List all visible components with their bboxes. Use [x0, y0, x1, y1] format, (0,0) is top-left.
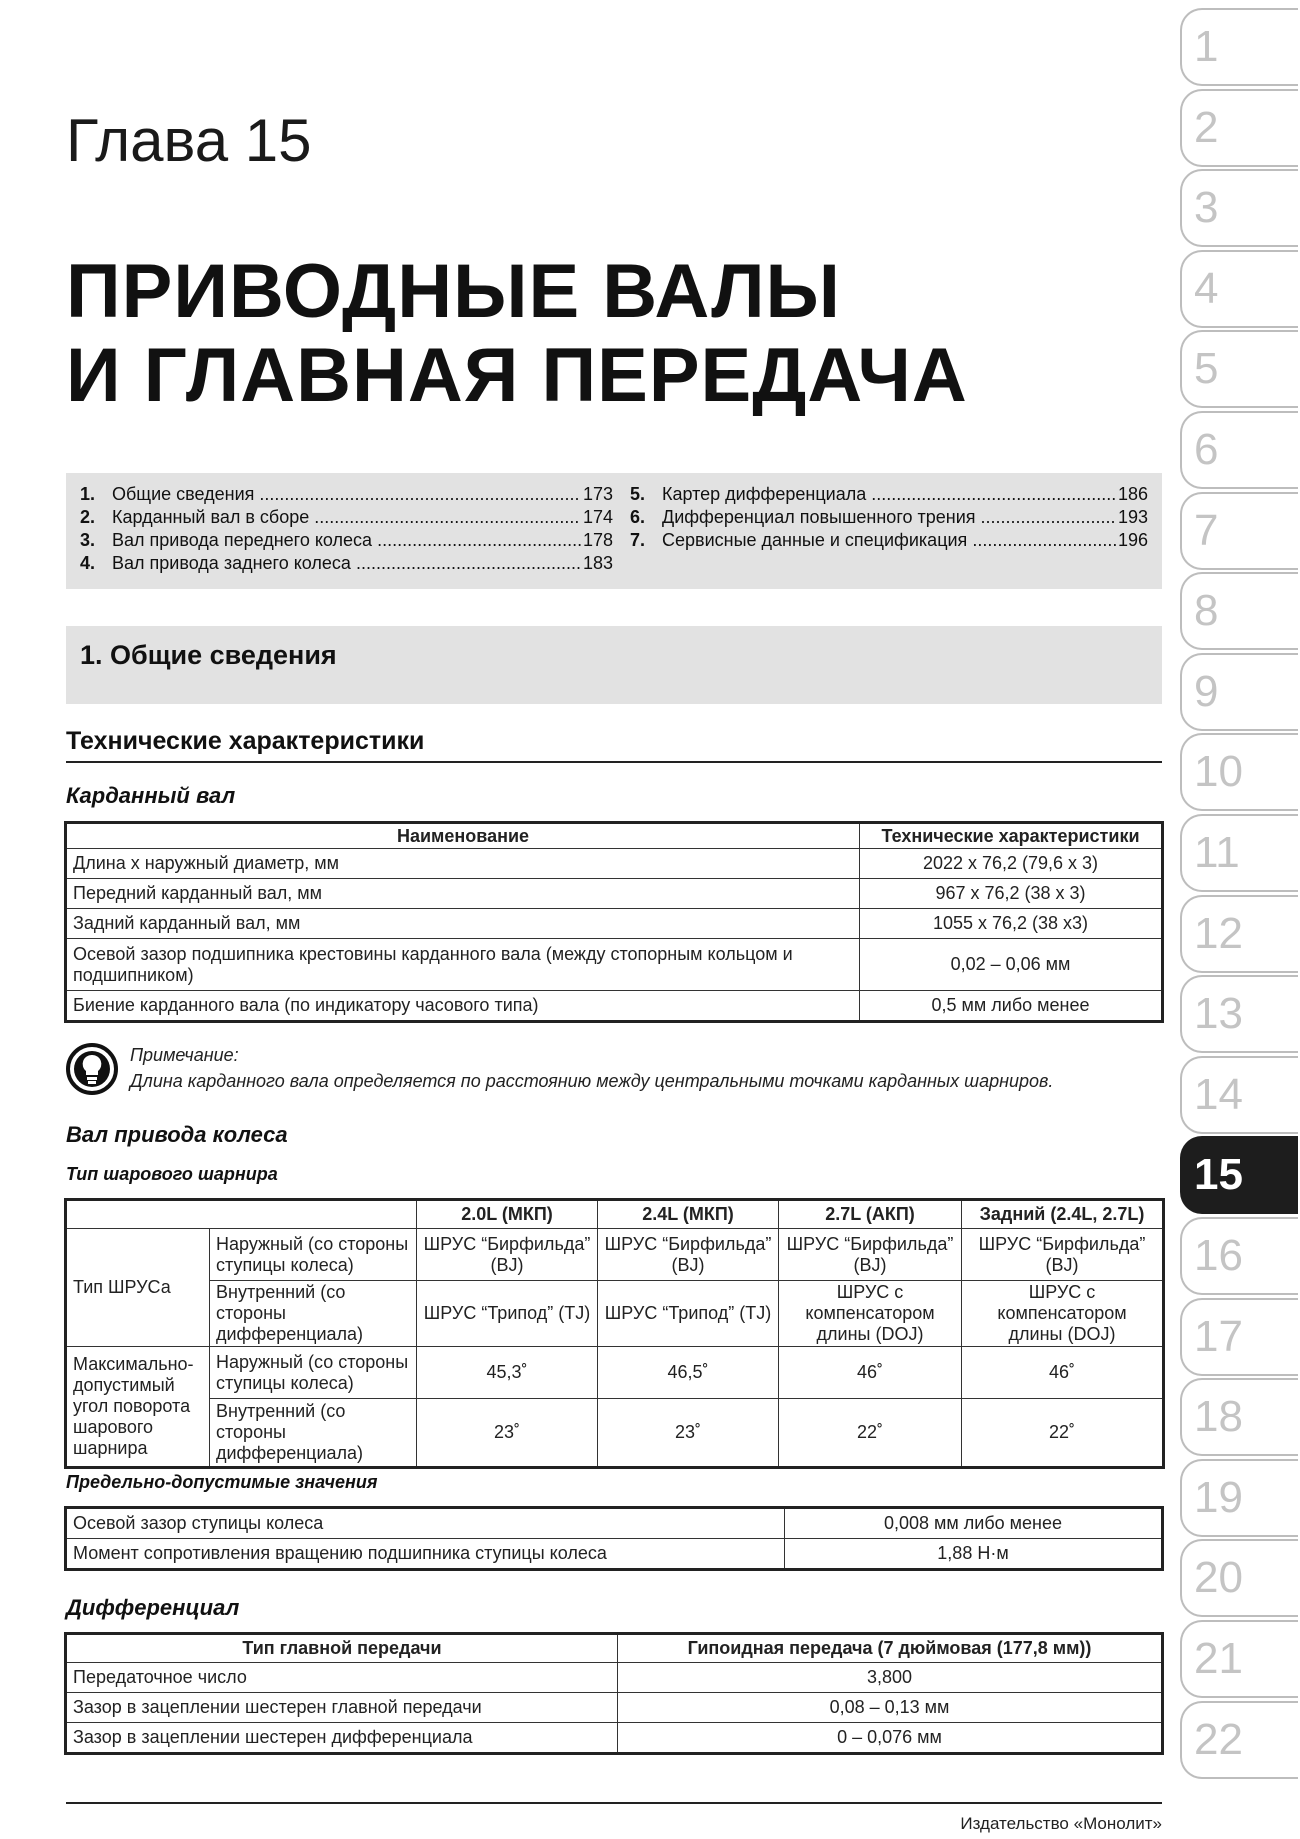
chapter-tab-label: 16 — [1194, 1231, 1243, 1280]
chapter-tab-label: 10 — [1194, 747, 1243, 797]
chapter-tab-18[interactable] — [1180, 1378, 1298, 1456]
wheel-shaft-heading: Вал привода колеса — [66, 1122, 288, 1147]
chapter-tab-12[interactable] — [1180, 895, 1298, 973]
table-cell: 0,02 – 0,06 мм — [860, 939, 1162, 991]
row-label: Внутренний (со стороны дифференциала) — [210, 1281, 417, 1347]
table-cell: ШРУС с компенсатором длины (DOJ) — [779, 1281, 962, 1347]
publisher: Издательство «Монолит» — [960, 1814, 1162, 1833]
chapter-tab-16[interactable] — [1180, 1217, 1298, 1295]
table-cell: 22˚ — [779, 1399, 962, 1467]
table-row — [67, 1281, 1163, 1347]
chapter-tab-9[interactable] — [1180, 653, 1298, 731]
table-cell: 46,5˚ — [598, 1347, 779, 1399]
chapter-tab-label: 2 — [1194, 102, 1219, 152]
joint-type-heading: Тип шарового шарнира — [66, 1164, 278, 1184]
chapter-tab-7[interactable] — [1180, 492, 1298, 570]
table-cell: Зазор в зацеплении шестерен главной передачи — [67, 1693, 618, 1723]
chapter-tab-label: 1 — [1194, 22, 1219, 71]
table-cell: 1,88 Н·м — [785, 1539, 1162, 1569]
diff-heading: Дифференциал — [66, 1595, 240, 1620]
table-row — [67, 991, 1162, 1021]
cardan-heading: Карданный вал — [66, 783, 236, 808]
chapter-tab-17[interactable] — [1180, 1298, 1298, 1376]
toc-column-left — [80, 483, 613, 575]
chapter-title — [66, 250, 968, 418]
table-cell: 46˚ — [779, 1347, 962, 1399]
table-row — [67, 1399, 1163, 1467]
table-cell: Зазор в зацеплении шестерен дифференциала — [67, 1723, 618, 1753]
table-cell: ШРУС “Трипод” (TJ) — [417, 1281, 598, 1347]
chapter-tab-20[interactable] — [1180, 1539, 1298, 1617]
table-cell: 0,008 мм либо менее — [785, 1509, 1162, 1539]
chapter-tab-21[interactable] — [1180, 1620, 1298, 1698]
toc-item[interactable]: 4. Вал привода заднего колеса ..... 183 — [80, 552, 613, 575]
chapter-tab-label: 12 — [1194, 908, 1243, 958]
table-row — [67, 1229, 1163, 1281]
table-header-row — [67, 1635, 1162, 1663]
table-cell: Передаточное число — [67, 1663, 618, 1693]
chapter-tab-label: 9 — [1194, 666, 1219, 716]
table-cell: 23˚ — [417, 1399, 598, 1467]
table-cell: 0,08 – 0,13 мм — [618, 1693, 1162, 1723]
chapter-tab-label: 8 — [1194, 586, 1219, 636]
chapter-tab-1[interactable] — [1180, 8, 1298, 86]
tech-heading: Технические характеристики — [66, 727, 425, 755]
table-row — [67, 849, 1162, 879]
chapter-tab-2[interactable] — [1180, 89, 1298, 167]
table-cell: Передний карданный вал, мм — [67, 879, 860, 909]
toc-item[interactable]: 7. Сервисные данные и спецификация ..... 196 — [630, 529, 1148, 552]
table-cell: ШРУС “Трипод” (TJ) — [598, 1281, 779, 1347]
row-label: Наружный (со стороны ступицы колеса) — [210, 1229, 417, 1281]
table-cell: ШРУС “Бирфильда” (BJ) — [417, 1229, 598, 1281]
chapter-tabs — [1180, 0, 1300, 1839]
table-cell: Осевой зазор подшипника крестовины карданного вала (между стопорным кольцом и подшипником) — [67, 939, 860, 991]
toc-item[interactable]: 6. Дифференциал повышенного трения ..... 193 — [630, 506, 1148, 529]
column-header: 2.0L (МКП) — [417, 1201, 598, 1229]
chapter-tab-11[interactable] — [1180, 814, 1298, 892]
toc-item[interactable]: 2. Карданный вал в сборе ..... 174 — [80, 506, 613, 529]
chapter-tab-label: 13 — [1194, 989, 1243, 1039]
column-header: Тип главной передачи — [67, 1635, 618, 1663]
column-header: Наименование — [67, 824, 860, 849]
table-cell: ШРУС “Бирфильда” (BJ) — [598, 1229, 779, 1281]
chapter-tab-19[interactable] — [1180, 1459, 1298, 1537]
table-cell: ШРУС “Бирфильда” (BJ) — [779, 1229, 962, 1281]
table-cell: Осевой зазор ступицы колеса — [67, 1509, 785, 1539]
chapter-tab-15[interactable] — [1180, 1136, 1298, 1214]
row-label: Наружный (со стороны ступицы колеса) — [210, 1347, 417, 1399]
column-header: Гипоидная передача (7 дюймовая (177,8 мм)) — [618, 1635, 1162, 1663]
table-cell: Задний карданный вал, мм — [67, 909, 860, 939]
chapter-tab-label: 19 — [1194, 1472, 1243, 1522]
table-cell: 0,5 мм либо менее — [860, 991, 1162, 1021]
table-cell: 2022 х 76,2 (79,6 х 3) — [860, 849, 1162, 879]
joint-table — [66, 1200, 1163, 1467]
table-cell: 3,800 — [618, 1663, 1162, 1693]
chapter-title-line-1: ПРИВОДНЫЕ ВАЛЫ — [66, 249, 841, 334]
toc-item[interactable]: 5. Картер дифференциала ..... 186 — [630, 483, 1148, 506]
chapter-tab-label: 3 — [1194, 183, 1219, 233]
section-title: 1. Общие сведения — [80, 640, 337, 670]
empty-header-cell — [67, 1201, 417, 1229]
column-header: Задний (2.4L, 2.7L) — [962, 1201, 1163, 1229]
table-cell: 0 – 0,076 мм — [618, 1723, 1162, 1753]
chapter-tab-4[interactable] — [1180, 250, 1298, 328]
chapter-tab-label: 5 — [1194, 344, 1219, 394]
chapter-tab-10[interactable] — [1180, 733, 1298, 811]
table-row — [67, 909, 1162, 939]
chapter-tab-label: 22 — [1194, 1714, 1243, 1764]
table-cell: 45,3˚ — [417, 1347, 598, 1399]
chapter-tab-label: 18 — [1194, 1392, 1243, 1442]
chapter-tab-label: 11 — [1194, 828, 1240, 877]
note-text: Длина карданного вала определяется по расстоянию между центральными точками карданных шарниров. — [130, 1071, 1054, 1091]
column-header: 2.4L (МКП) — [598, 1201, 779, 1229]
table-row — [67, 1723, 1162, 1753]
chapter-tab-label: 4 — [1194, 263, 1219, 313]
row-group-label: Максимально-допустимый угол поворота шарового шарнира — [67, 1347, 210, 1467]
row-label: Внутренний (со стороны дифференциала) — [210, 1399, 417, 1467]
diff-table — [66, 1634, 1162, 1753]
note-heading: Примечание: — [130, 1045, 239, 1065]
chapter-tab-13[interactable] — [1180, 975, 1298, 1053]
divider — [66, 761, 1162, 763]
chapter-tab-3[interactable] — [1180, 169, 1298, 247]
table-of-contents — [66, 473, 1162, 589]
table-cell: 23˚ — [598, 1399, 779, 1467]
table-cell: 46˚ — [962, 1347, 1163, 1399]
chapter-tab-6[interactable] — [1180, 411, 1298, 489]
table-cell: 1055 х 76,2 (38 х3) — [860, 909, 1162, 939]
chapter-tab-label: 20 — [1194, 1553, 1243, 1603]
chapter-tab-label: 14 — [1194, 1069, 1243, 1119]
toc-column-right — [630, 483, 1148, 552]
table-row — [67, 879, 1162, 909]
table-cell: ШРУС с компенсатором длины (DOJ) — [962, 1281, 1163, 1347]
table-row — [67, 1347, 1163, 1399]
table-cell: Биение карданного вала (по индикатору часового типа) — [67, 991, 860, 1021]
section-bar — [66, 626, 1162, 704]
table-cell: 22˚ — [962, 1399, 1163, 1467]
chapter-tab-14[interactable] — [1180, 1056, 1298, 1134]
cardan-table — [66, 823, 1162, 1021]
toc-item[interactable]: 3. Вал привода переднего колеса ..... 178 — [80, 529, 613, 552]
table-cell: Момент сопротивления вращению подшипника ступицы колеса — [67, 1539, 785, 1569]
table-row — [67, 1509, 1162, 1539]
toc-item[interactable]: 1. Общие сведения ..... 173 — [80, 483, 613, 506]
table-row — [67, 1693, 1162, 1723]
limits-heading: Предельно-допустимые значения — [66, 1472, 378, 1492]
table-row — [67, 1539, 1162, 1569]
column-header: Технические характеристики — [860, 824, 1162, 849]
chapter-tab-label: 7 — [1194, 505, 1219, 555]
lightbulb-icon — [66, 1043, 118, 1095]
table-header-row — [67, 1201, 1163, 1229]
table-row — [67, 1663, 1162, 1693]
table-row — [67, 939, 1162, 991]
chapter-tab-5[interactable] — [1180, 330, 1298, 408]
chapter-tab-label: 6 — [1194, 425, 1219, 474]
chapter-tab-8[interactable] — [1180, 572, 1298, 650]
column-header: 2.7L (АКП) — [779, 1201, 962, 1229]
chapter-title-line-2: И ГЛАВНАЯ ПЕРЕДАЧА — [66, 333, 968, 418]
table-cell: 967 х 76,2 (38 х 3) — [860, 879, 1162, 909]
footer-divider — [66, 1802, 1162, 1804]
table-cell: ШРУС “Бирфильда” (BJ) — [962, 1229, 1163, 1281]
chapter-tab-22[interactable] — [1180, 1701, 1298, 1779]
chapter-tab-label: 21 — [1194, 1634, 1243, 1683]
chapter-tab-label: 15 — [1194, 1150, 1243, 1200]
row-group-label: Тип ШРУСа — [67, 1229, 210, 1347]
chapter-label: Глава 15 — [66, 107, 312, 174]
limits-table — [66, 1508, 1162, 1569]
table-cell: Длина х наружный диаметр, мм — [67, 849, 860, 879]
chapter-tab-label: 17 — [1194, 1311, 1243, 1361]
